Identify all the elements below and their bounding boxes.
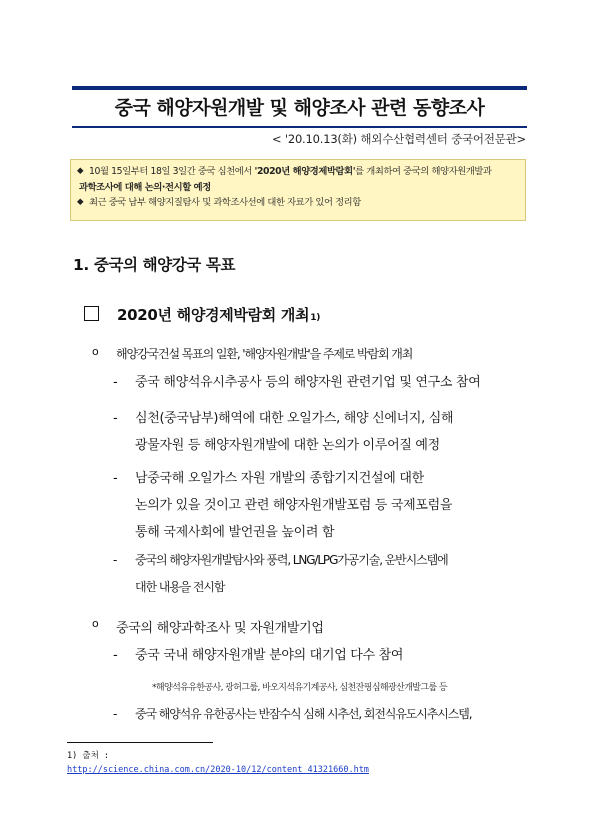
dash-text: 남중국해 오일가스 자원 개발의 종합기지건설에 대한 (135, 471, 424, 486)
footnote-label: 1) 출처 : (67, 751, 110, 761)
summary-bold: '2020년 해양경제박람회' (254, 166, 356, 177)
summary-text: 최근 중국 남부 해양지질탐사 및 과학조사선에 대한 자료가 있어 정리함 (89, 197, 361, 208)
dash-text: 대한 내용을 전시함 (135, 580, 225, 594)
dash-text: 중국 국내 해양자원개발 분야의 대기업 다수 참여 (135, 648, 404, 663)
subsection-heading (84, 304, 320, 325)
bullet-text: 중국의 해양과학조사 및 자원개발기업 (116, 621, 324, 636)
summary-text: 를 개최하여 중국의 해양자원개발과 (355, 166, 492, 177)
dash-mark: - (113, 375, 118, 390)
dash-text: 중국의 해양자원개발탐사와 풍력, LNG/LPG가공기술, 운반시스템에 (135, 553, 448, 567)
diamond-bullet-icon: ◆ (77, 166, 84, 176)
footnote-rule (67, 742, 213, 743)
summary-item (79, 164, 517, 180)
dash-text: 중국 해양석유시추공사 등의 해양자원 관련기업 및 연구소 참여 (135, 375, 481, 390)
subsection-text: 2020년 해양경제박람회 개최 (117, 306, 310, 324)
summary-bold: 과학조사에 대해 논의·전시할 예정 (79, 181, 211, 193)
page-title: 중국 해양자원개발 및 해양조사 관련 동향조사 (114, 97, 485, 119)
dash-text: 광물자원 등 해양자원개발에 대한 논의가 이루어질 예정 (135, 438, 440, 453)
dash-mark: - (113, 471, 118, 486)
dash-text: 중국 해양석유 유한공사는 반잠수식 심해 시추선, 회전식유도시추시스템, (135, 707, 472, 721)
note-text: *해양석유유한공사, 광허그룹, 바오지석유기계공사, 심천잔핑심해광산개발그룹 등 (152, 683, 447, 693)
bullet-item (92, 617, 324, 636)
footnote-ref[interactable]: 1) (310, 313, 321, 323)
diamond-bullet-icon: ◆ (77, 197, 84, 207)
summary-item (79, 195, 517, 211)
summary-box (70, 159, 526, 221)
dash-text: 심천(중국남부)해역에 대한 오일가스, 해양 신에너지, 심해 (135, 411, 454, 426)
dash-text: 논의가 있을 것이고 관련 해양자원개발포럼 등 국제포럼을 (135, 498, 453, 513)
title-block (72, 86, 527, 128)
circle-bullet-icon: o (92, 345, 99, 358)
summary-item-continuation (79, 180, 517, 196)
dash-text: 통해 국제사회에 발언권을 높이려 함 (135, 525, 335, 540)
section-heading: 1. 중국의 해양강국 목표 (73, 256, 236, 274)
title-rule-bottom (72, 126, 527, 128)
dash-mark: - (113, 553, 117, 567)
source-line: < '20.10.13(화) 해외수산협력센터 중국어전문관> (271, 132, 526, 146)
bullet-text: 해양강국건설 목표의 일환, '해양자원개발'을 주제로 박람회 개최 (116, 347, 413, 361)
dash-mark: - (113, 707, 117, 721)
square-bullet-icon (84, 306, 99, 321)
dash-mark: - (113, 411, 118, 426)
dash-mark: - (113, 648, 118, 663)
footnote-link[interactable]: http://science.china.com.cn/2020-10/12/content_41321660.htm (67, 765, 369, 775)
summary-text: 10월 15일부터 18일 3일간 중국 심천에서 (89, 166, 255, 177)
bullet-item (92, 345, 412, 362)
circle-bullet-icon: o (92, 617, 99, 630)
